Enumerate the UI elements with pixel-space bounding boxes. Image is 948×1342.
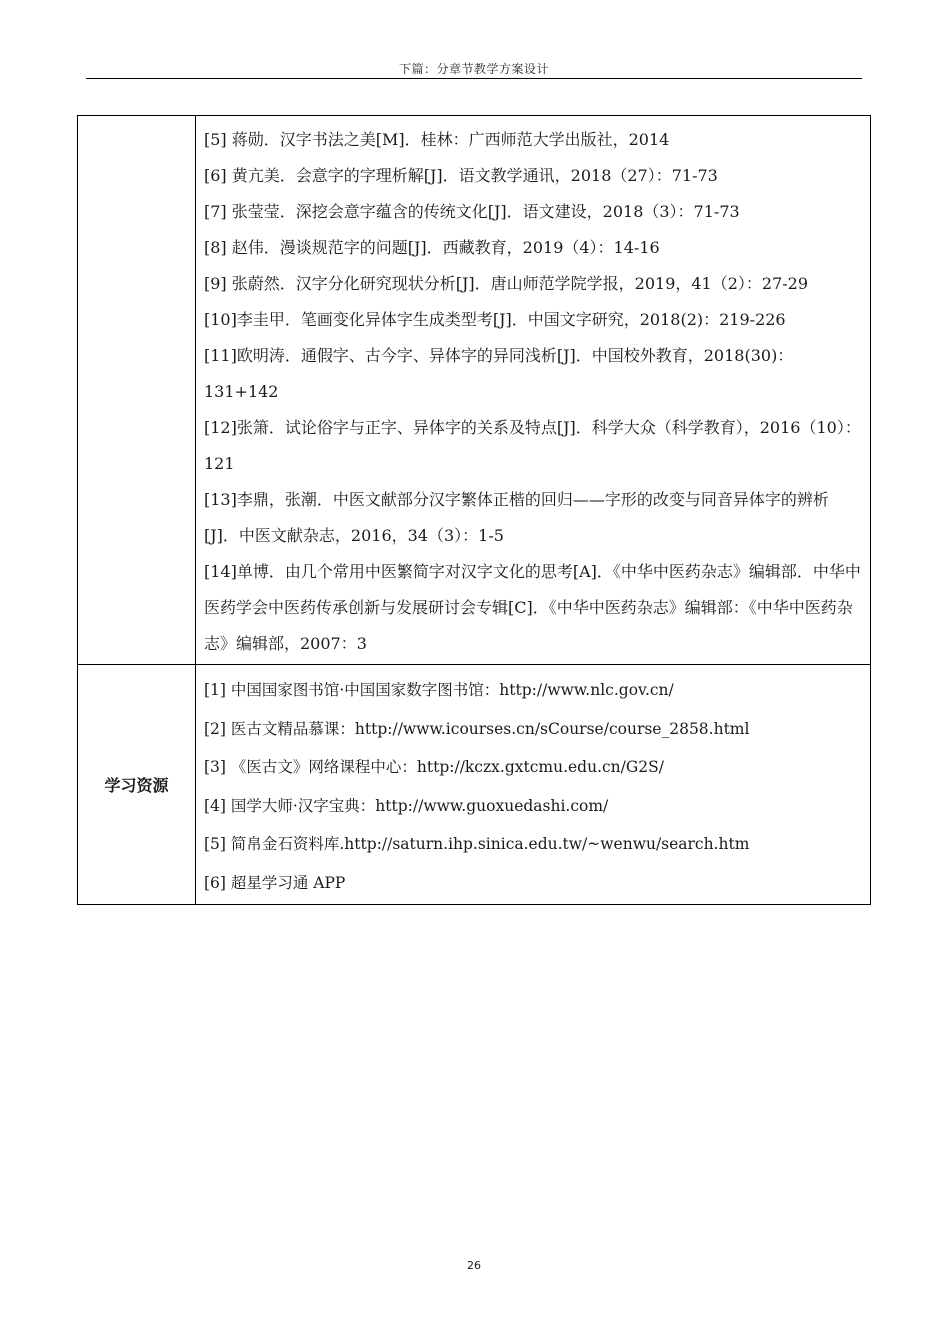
references-row	[78, 116, 871, 665]
resources-list	[196, 665, 871, 905]
reference-item: [9] 张蔚然．汉字分化研究现状分析[J]．唐山师范学院学报，2019，41（2）：27-29	[204, 274, 809, 293]
resource-item[interactable]: [5] 简帛金石资料库.http://saturn.ihp.sinica.edu.tw/~wenwu/search.htm	[204, 835, 750, 853]
references-table	[77, 115, 871, 905]
references-list	[196, 116, 871, 665]
reference-item: [6] 黄亢美．会意字的字理析解[J]．语文教学通讯，2018（27）：71-73	[204, 166, 718, 185]
resource-item[interactable]: [1] 中国国家图书馆·中国国家数字图书馆：http://www.nlc.gov.cn/	[204, 681, 674, 699]
resources-row	[78, 665, 871, 905]
reference-item: [13]李鼎，张潮．中医文献部分汉字繁体正楷的回归——字形的改变与同音异体字的辨析[J]．中医文献杂志，2016，34（3）：1-5	[204, 490, 829, 545]
reference-item: [5] 蒋勋．汉字书法之美[M]．桂林：广西师范大学出版社，2014	[204, 130, 670, 149]
page-number: 26	[467, 1259, 481, 1272]
resource-item: [6] 超星学习通 APP	[204, 873, 346, 892]
resource-item[interactable]: [2] 医古文精品慕课：http://www.icourses.cn/sCourse/course_2858.html	[204, 719, 750, 738]
references-label-cell	[78, 116, 196, 665]
reference-item: [12]张箫．试论俗字与正字、异体字的关系及特点[J]．科学大众（科学教育），2016（10）：121	[204, 418, 861, 473]
reference-item: [11]欧明涛．通假字、古今字、异体字的异同浅析[J]．中国校外教育，2018(30)：131+142	[204, 346, 794, 401]
reference-item: [10]李圭甲．笔画变化异体字生成类型考[J]．中国文字研究，2018(2)：219-226	[204, 310, 786, 329]
resource-item[interactable]: [3] 《医古文》网络课程中心：http://kczx.gxtcmu.edu.cn/G2S/	[204, 758, 664, 776]
reference-item: [7] 张莹莹．深挖会意字蕴含的传统文化[J]．语文建设，2018（3）：71-73	[204, 202, 740, 221]
page-header: 下篇：分章节教学方案设计	[398, 62, 549, 76]
header-divider	[86, 78, 862, 79]
resource-item[interactable]: [4] 国学大师·汉字宝典：http://www.guoxuedashi.com/	[204, 796, 609, 815]
reference-item: [14]单博．由几个常用中医繁简字对汉字文化的思考[A]．《中华中医药杂志》编辑部．中华中医药学会中医药传承创新与发展研讨会专辑[C]．《中华中医药杂志》编辑部：《中华中医药杂志》编辑部，2007：3	[204, 562, 861, 653]
resources-label: 学习资源	[78, 665, 196, 905]
reference-item: [8] 赵伟．漫谈规范字的问题[J]．西藏教育，2019（4）：14-16	[204, 238, 660, 257]
